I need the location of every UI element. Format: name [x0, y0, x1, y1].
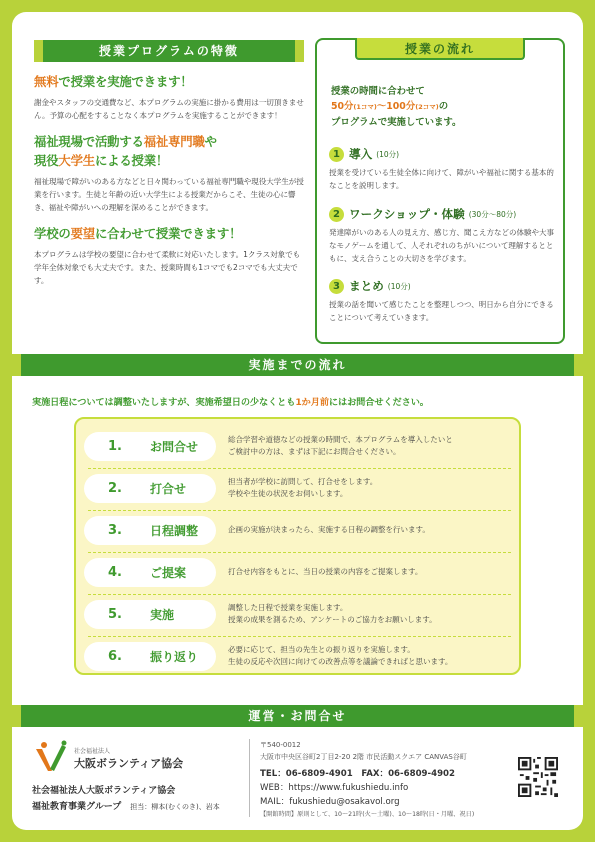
title-text: や — [204, 134, 217, 149]
intro-duration — [331, 99, 461, 115]
class-flow-box — [315, 38, 565, 344]
step-number: 2. — [108, 480, 122, 496]
step-label — [84, 432, 216, 461]
duration-min: 50分 — [331, 101, 354, 112]
class-flow-header: 授業の流れ — [355, 38, 525, 60]
title-highlight: 福祉専門職 — [143, 134, 205, 149]
step-number: 6. — [108, 648, 122, 664]
step-number: 5. — [108, 606, 122, 622]
title-highlight: 大学生 — [58, 153, 95, 168]
email-link[interactable]: MAIL：fukushiedu@osakavol.org — [260, 797, 400, 807]
schedule-step — [84, 427, 515, 465]
lead-highlight: 1か月前 — [295, 397, 329, 408]
features-section — [34, 40, 304, 297]
person-in-charge: 担当：柳本(むくのき)、岩本 — [130, 803, 220, 811]
organization-group — [32, 799, 220, 812]
schedule-step — [84, 469, 515, 507]
step-label — [84, 600, 216, 629]
qr-code-icon[interactable] — [518, 757, 558, 797]
logo-title: 大阪ボランティア協会 — [74, 756, 184, 770]
title-highlight: 無料 — [34, 74, 59, 89]
intro-line: プログラムで実施しています。 — [331, 117, 462, 128]
title-text: 学校の — [34, 226, 71, 241]
schedule-lead — [32, 394, 429, 408]
step-label — [84, 558, 216, 587]
title-text: による授業！ — [94, 153, 169, 168]
feature-body: 福祉現場で障がいのある方などと日々関わっている福祉専門職や現役大学生が授業を行います。生徒と年齢の近い大学生による授業だからこそ、生徒の心に響き、福祉や障がいへの理解を深めることができます。 — [34, 177, 304, 212]
class-flow-intro — [331, 84, 461, 130]
desc-line: 企画の実施が決まったら、実施する日程の調整を行います。 — [228, 524, 430, 534]
step-title: ご提案 — [150, 565, 187, 580]
lead-text: にはお問合せください。 — [328, 397, 429, 408]
lead-text: 実施日程については調整いたしますが、実施希望日の少なくとも — [32, 397, 296, 408]
desc-line: 調整した日程で授業を実施します。 — [228, 602, 348, 612]
title-text: 現役 — [34, 153, 59, 168]
step-body: 授業の話を聞いて感じたことを整理しつつ、明日から自分にできることについて考えていきます。 — [329, 300, 554, 322]
step-name: 導入 — [349, 147, 373, 161]
duration-note: (2コマ) — [415, 103, 439, 111]
feature-body: 謝金やスタッフの交通費など、本プログラムの実施に掛かる費用は一切頂きません。予算の心配をすることなく本プログラムを実施することができます！ — [34, 98, 304, 120]
address: 大阪市中央区谷町2丁目2-20 2階 市民活動スクエア CANVAS谷町 — [260, 753, 467, 761]
schedule-step — [84, 637, 515, 675]
duration-max: ～100分 — [376, 101, 416, 112]
desc-line: 必要に応じて、担当の先生との振り返りを実施します。 — [228, 644, 415, 654]
desc-line: 打合せ内容をもとに、当日の授業の内容をご提案します。 — [228, 566, 423, 576]
schedule-header: 実施までの流れ — [12, 354, 583, 376]
volunteer-logo-icon — [32, 739, 70, 777]
title-text: で授業を実施できます！ — [58, 74, 193, 89]
desc-line: ご検討中の方は、まずは下記にお問合せください。 — [228, 447, 401, 456]
contact-header: 運営・お問合せ — [12, 705, 583, 727]
flyer-page — [12, 12, 583, 830]
duration-note: (1コマ) — [353, 103, 377, 111]
feature-body: 本プログラムは学校の要望に合わせて柔軟に対応いたします。1クラス対象でも学年全体対象でも大丈夫です。また、授業時間も1コマでも2コマでも大丈夫です。 — [34, 250, 301, 285]
website-link[interactable]: WEB：https://www.fukushiedu.info — [260, 783, 409, 793]
schedule-steps-box — [74, 417, 521, 675]
step-number: 3. — [108, 522, 122, 538]
step-duration: (10分) — [376, 149, 400, 159]
step-description — [228, 476, 377, 501]
step-number: 1. — [108, 438, 122, 454]
step-title: 日程調整 — [150, 523, 199, 538]
step-duration: (10分) — [387, 281, 411, 291]
flow-step-workshop — [329, 206, 555, 265]
feature-title — [34, 72, 304, 91]
step-number: 4. — [108, 564, 122, 580]
feature-free — [34, 72, 304, 122]
desc-line: 生徒の反応や次回に向けての改善点等を議論できればと思います。 — [228, 657, 453, 666]
step-body: 発達障がいのある人の見え方、感じ方、聞こえ方などの体験や大事なモノゲームを通して、人それぞれのちがいについて理解するとともに、支え合うことの大切さを学びます。 — [329, 228, 554, 263]
opening-hours: 【開館時間】原則として、10～21時(火～土曜)、10～18時(日・月曜、祝日) — [260, 811, 475, 818]
logo-subtitle: 社会福祉法人 — [74, 747, 111, 755]
intro-text: の — [438, 101, 449, 112]
intro-line: 授業の時間に合わせて — [331, 86, 425, 97]
step-label — [84, 516, 216, 545]
title-text: に合わせて授業できます！ — [94, 226, 242, 241]
divider — [249, 739, 250, 817]
flow-step-intro — [329, 146, 555, 192]
step-number: 3 — [329, 279, 344, 294]
step-number: 1 — [329, 147, 344, 162]
step-title: お問合せ — [150, 439, 199, 454]
step-name: ワークショップ・体験 — [349, 207, 465, 221]
features-header: 授業プログラムの特徴 — [34, 40, 304, 62]
desc-line: 学校や生徒の状況をお伺いします。 — [228, 489, 348, 498]
postal-code: 〒540-0012 — [260, 741, 301, 749]
phone-fax: TEL：06-6809-4901 FAX：06-6809-4902 — [260, 769, 456, 779]
step-description — [228, 434, 453, 459]
step-name: まとめ — [349, 279, 384, 293]
desc-line: 授業の成果を測るため、アンケートのご協力をお願いします。 — [228, 615, 437, 624]
step-description — [228, 602, 437, 627]
organization-name: 社会福祉法人大阪ボランティア協会 — [32, 786, 176, 796]
group-name: 福祉教育事業グループ — [32, 802, 122, 812]
step-number: 2 — [329, 207, 344, 222]
schedule-step — [84, 511, 515, 549]
step-title: 実施 — [150, 607, 175, 622]
step-duration: (30分～80分) — [468, 209, 517, 219]
title-highlight: 要望 — [70, 226, 95, 241]
schedule-step — [84, 595, 515, 633]
flow-step-summary — [329, 278, 555, 324]
feature-title — [34, 132, 304, 170]
desc-line: 担当者が学校に訪問して、打合せをします。 — [228, 476, 378, 486]
step-body: 授業を受けている生徒全体に向けて、障がいや福祉に関する基本的なことを説明します。 — [329, 168, 554, 190]
step-label — [84, 642, 216, 671]
step-description — [228, 566, 422, 579]
step-title: 打合せ — [150, 481, 187, 496]
feature-professionals — [34, 132, 304, 214]
schedule-step — [84, 553, 515, 591]
step-description — [228, 644, 452, 669]
title-text: 福祉現場で活動する — [34, 134, 144, 149]
step-description — [228, 524, 430, 537]
feature-title — [34, 224, 304, 243]
step-label — [84, 474, 216, 503]
desc-line: 総合学習や道徳などの授業の時間で、本プログラムを導入したいと — [228, 434, 453, 444]
step-title: 振り返り — [150, 649, 199, 664]
organization-logo — [32, 739, 183, 777]
feature-flexible — [34, 224, 304, 287]
